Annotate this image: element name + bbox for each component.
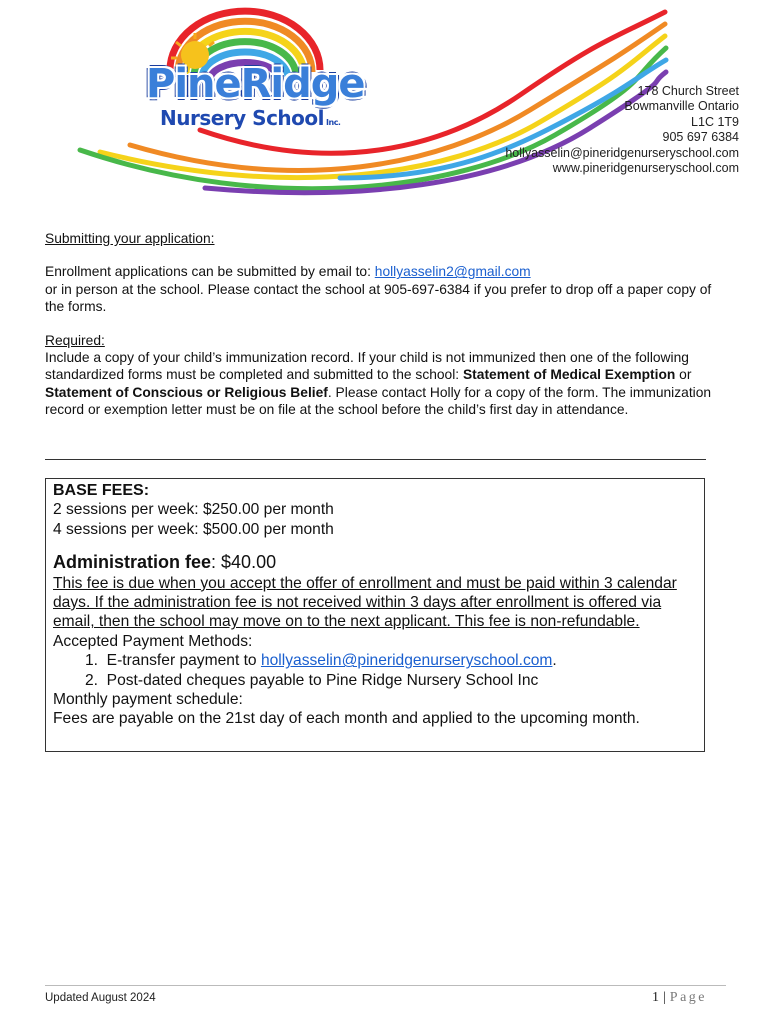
schedule-text: Fees are payable on the 21st day of each month and applied to the upcoming month. [53, 710, 640, 728]
etransfer-email-link[interactable]: hollyasselin@pineridgenurseryschool.com [260, 652, 553, 670]
payment-methods-list [53, 651, 697, 690]
submitting-text-2: or in person at the school. Please contact the school at 905-697-6384 if you prefer to drop off a paper copy of the forms. [45, 281, 712, 315]
schedule-heading: Monthly payment schedule: [53, 691, 243, 709]
payment-method-1: 1. E-transfer payment to hollyasselin@pineridgenurseryschool.com. [85, 652, 557, 670]
required-heading: Required: [45, 332, 105, 348]
submitting-body [45, 263, 725, 315]
page-label: Page [669, 990, 707, 1005]
admin-fee-note: This fee is due when you accept the offer of enrollment and must be paid within 3 calendar days. If the administration fee is not received within 3 days after enrollment is offered via email, then the school may move on to the next applicant. This fee is non-refundable. [53, 574, 677, 631]
admin-fee-line [53, 553, 697, 573]
page-indicator: 1 | Page [651, 990, 707, 1005]
submitting-section [45, 230, 725, 247]
payment-method-2: 2. Post-dated cheques payable to Pine Ridge Nursery School Inc [85, 671, 539, 689]
submitting-text: Enrollment applications can be submitted by email to: [45, 264, 375, 280]
footer-divider [45, 985, 726, 986]
address-phone: 905 697 6384 [662, 130, 739, 145]
belief-statement-term: Statement of Conscious or Religious Belief [45, 384, 328, 400]
page-number: 1 [651, 990, 659, 1005]
base-fee-line-2: 4 sessions per week: $500.00 per month [53, 520, 334, 538]
address-website[interactable]: www.pineridgenurseryschool.com [552, 161, 739, 176]
address-postal: L1C 1T9 [691, 114, 739, 129]
base-fees-heading: BASE FEES: [53, 482, 150, 499]
address-email[interactable]: hollyasselin@pineridgenurseryschool.com [505, 145, 739, 160]
medical-exemption-term: Statement of Medical Exemption [462, 367, 676, 383]
payment-methods-heading: Accepted Payment Methods: [53, 632, 253, 650]
section-divider [45, 459, 706, 460]
admin-fee-value: : $40.00 [211, 552, 277, 573]
address-city: Bowmanville Ontario [624, 99, 739, 114]
address-street: 178 Church Street [637, 84, 739, 98]
submitting-heading: Submitting your application: [45, 231, 215, 246]
logo-name: PineRidge [146, 61, 365, 107]
school-logo [146, 61, 365, 130]
fees-box [45, 478, 705, 752]
logo-subtitle: Nursery School Inc. [160, 106, 341, 130]
school-address [505, 84, 739, 176]
logo-suffix: Inc. [326, 118, 341, 127]
required-section: Required: Include a copy of your child’s immunization record. If your child is not immunized then one of the following standardized forms must be completed and submitted to the school: Statement of Medical Exemption or Statement of Conscious or Religious Belief. Please contact Holly for a copy of the form. The immunization record or exemption letter must be on file at the school before the child’s first day in attendance. [45, 332, 712, 418]
admin-fee-label: Administration fee [53, 552, 212, 573]
application-email-link[interactable]: hollyasselin2@gmail.com [374, 264, 531, 280]
updated-date: Updated August 2024 [45, 992, 156, 1004]
main-content [45, 230, 725, 435]
base-fee-line-1: 2 sessions per week: $250.00 per month [53, 501, 334, 519]
